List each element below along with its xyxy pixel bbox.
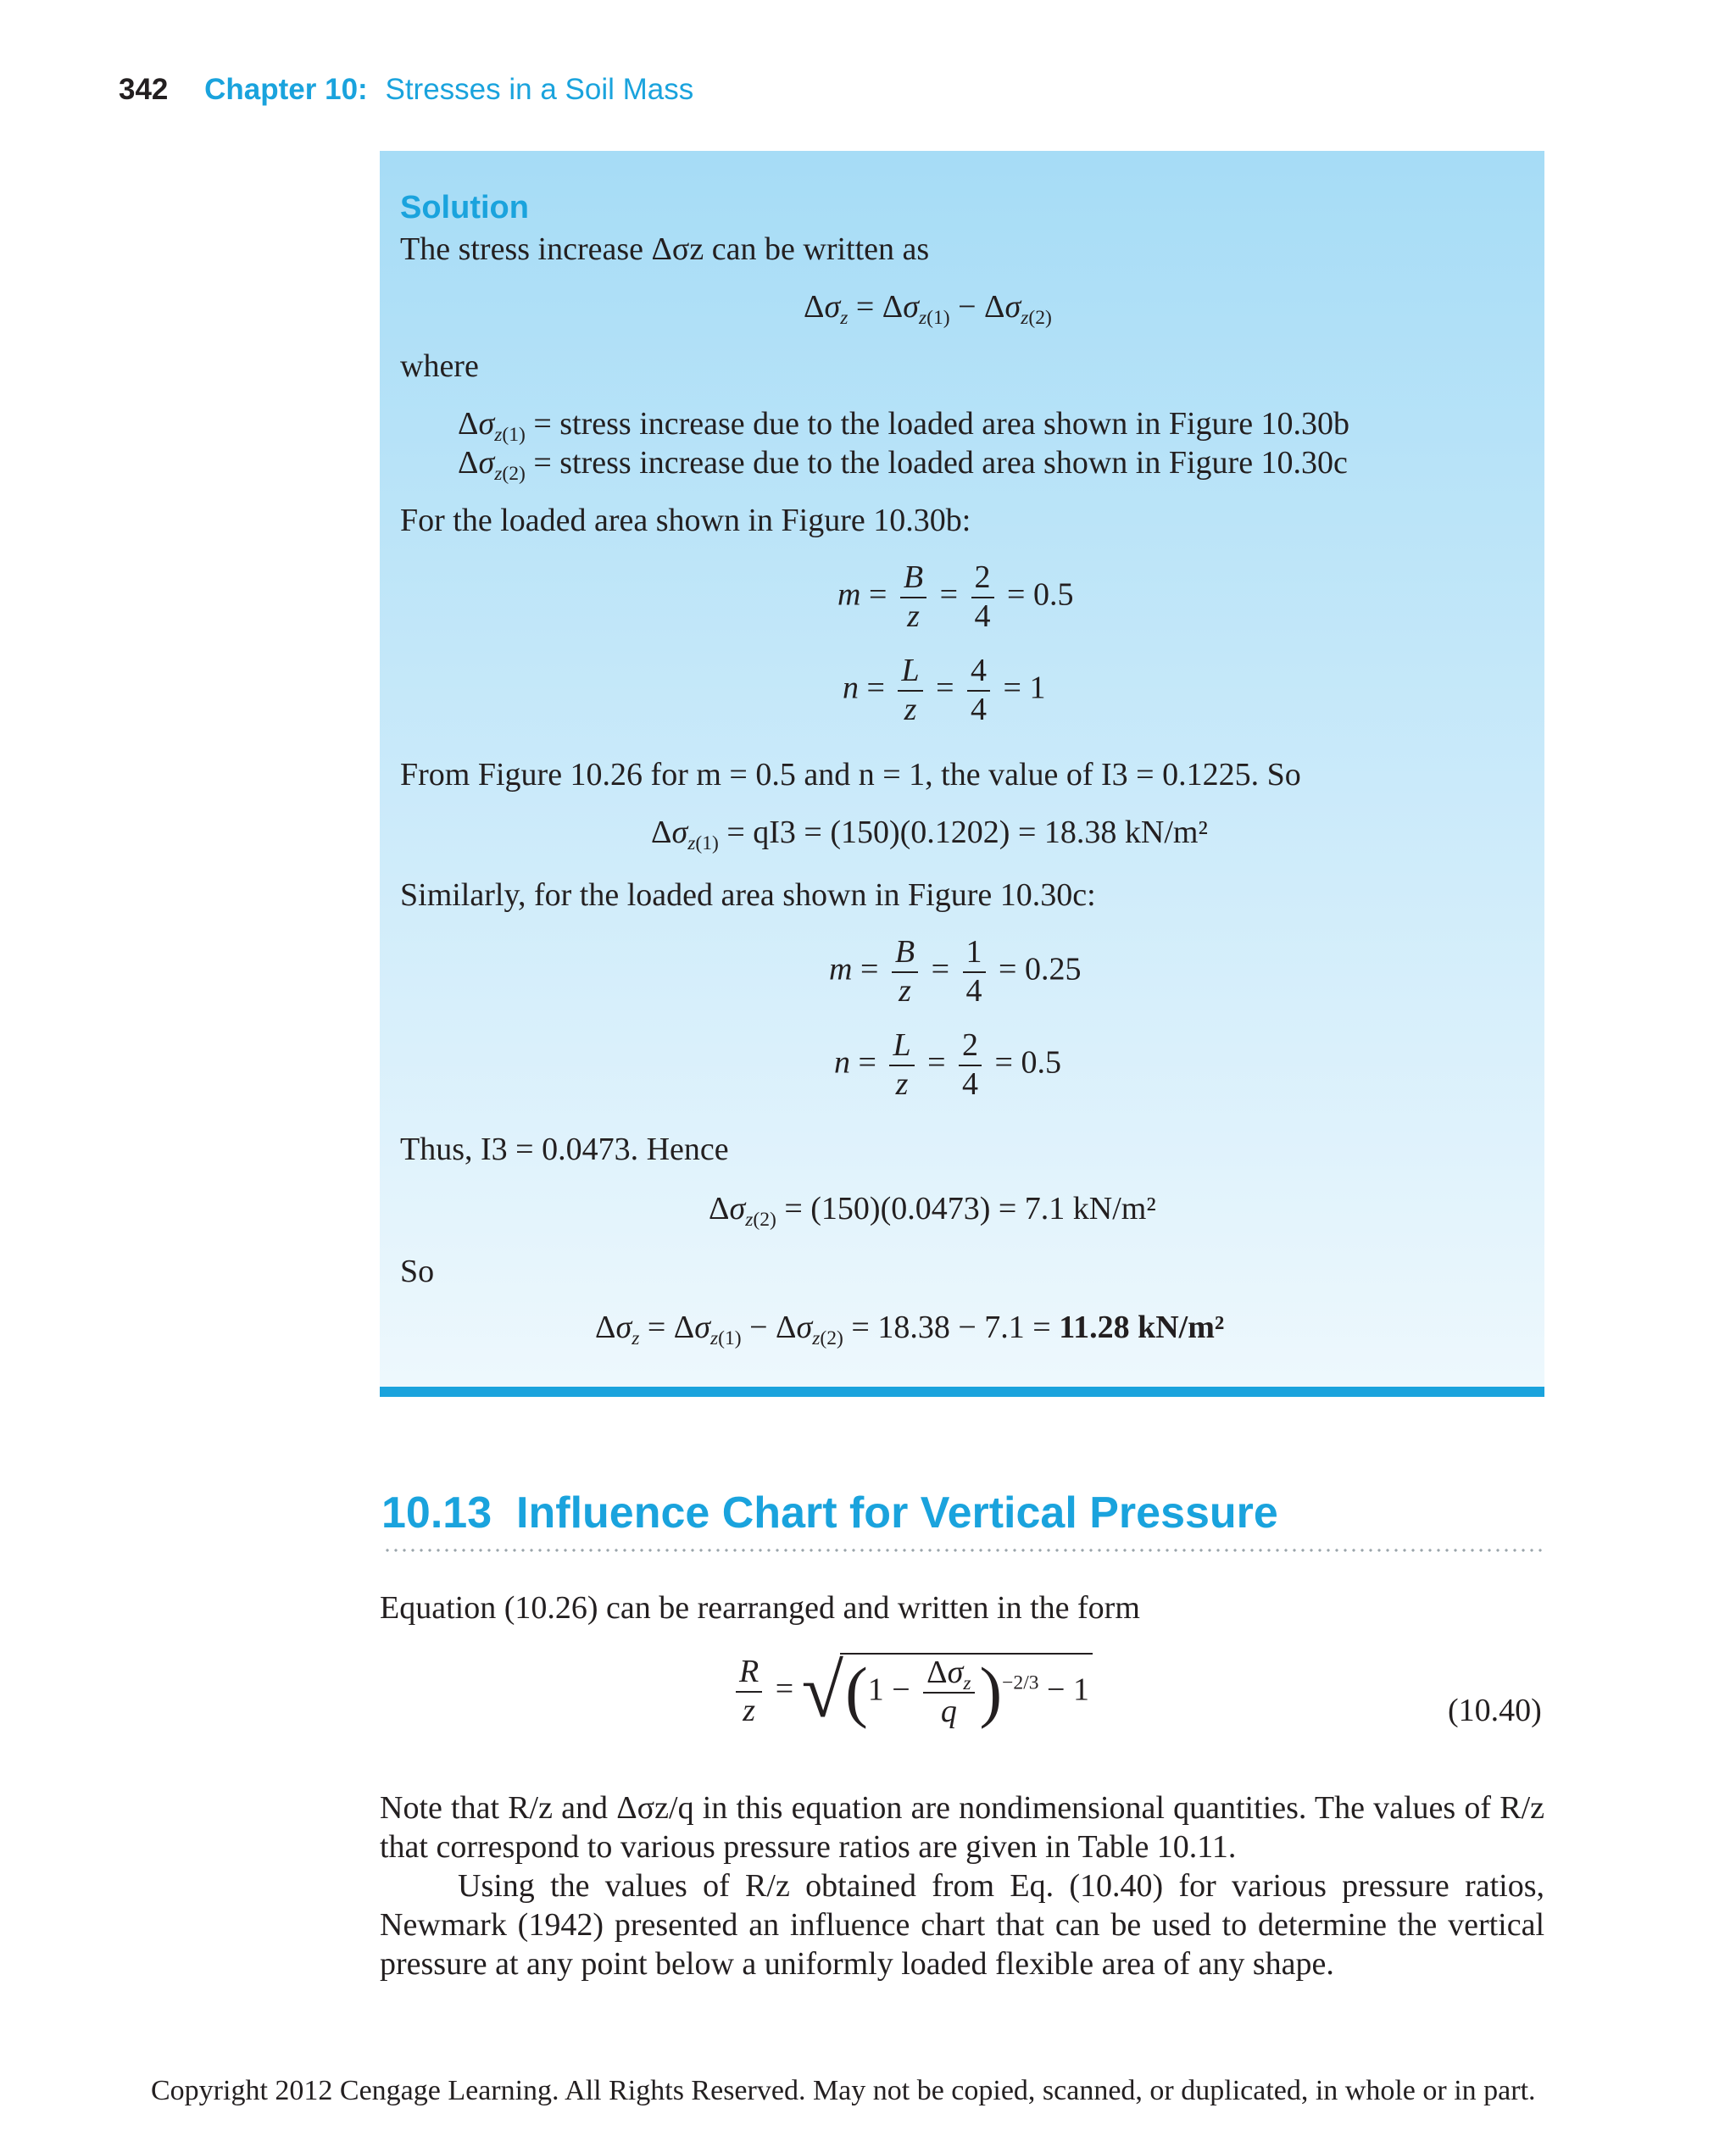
equation-final-mid: = 18.38 − 7.1 = xyxy=(851,1310,1051,1345)
where-label: where xyxy=(400,348,479,384)
definition-sigma2: $\Delta\sigma_{z(2)}$ = stress increase due to the loaded area shown in Figure 10.30c xyxy=(458,445,1348,486)
n1-den-b: 4 xyxy=(971,691,988,727)
equation-sigma2: $\Delta\sigma_{z(2)} = (150)(0.0473) = 7.1$ kN/m² xyxy=(709,1191,1156,1232)
n2-num-a: L xyxy=(889,1027,914,1066)
equation-n2: n = $\frac{L}{z}$ = $\frac{2}{4}$ = 0.5 xyxy=(834,1027,1061,1102)
m1-den-a: z xyxy=(907,598,920,634)
paragraph-intro-equation: Equation (10.26) can be rearranged and written in the form xyxy=(380,1590,1140,1626)
n2-num-b: 2 xyxy=(959,1027,982,1066)
solution-intro-text: The stress increase Δσz can be written as xyxy=(400,231,930,267)
n1-num-b: 4 xyxy=(967,653,990,692)
m1-num-b: 2 xyxy=(971,559,994,598)
similarly-line: Similarly, for the loaded area shown in Figure 10.30c: xyxy=(400,877,1096,913)
thus-line: Thus, I3 = 0.0473. Hence xyxy=(400,1132,729,1167)
paragraph-newmark: Using the values of R/z obtained from Eq. (10.40) for various pressure ratios, Newmark (1942) presented an influence chart that can be used to determine the vertical pressure at any point below a uniformly loaded flexible area of any shape. xyxy=(380,1868,1544,1982)
page-number: 342 xyxy=(119,73,169,106)
n1-num-a: L xyxy=(898,653,922,692)
section-title: Influence Chart for Vertical Pressure xyxy=(516,1488,1278,1538)
running-head xyxy=(119,73,693,107)
m2-num-b: 1 xyxy=(963,934,986,973)
m1-result: = 0.5 xyxy=(1007,576,1074,613)
section-number: 10.13 xyxy=(381,1488,492,1538)
m2-den-a: z xyxy=(899,972,911,1009)
chapter-label: Chapter 10: xyxy=(204,73,368,106)
for-loaded-area-b: For the loaded area shown in Figure 10.30b: xyxy=(400,503,971,538)
solution-heading: Solution xyxy=(400,190,529,225)
equation-n1: n = $\frac{L}{z}$ = $\frac{4}{4}$ = 1 xyxy=(843,653,1046,727)
equation-sigma2-rhs: = (150)(0.0473) = 7.1 kN/m² xyxy=(784,1191,1156,1226)
n2-den-b: 4 xyxy=(962,1065,979,1102)
definition-sigma2-text: = stress increase due to the loaded area shown in Figure 10.30c xyxy=(533,445,1348,481)
section-heading xyxy=(381,1488,1278,1538)
copyright-notice: Copyright 2012 Cengage Learning. All Rights Reserved. May not be copied, scanned, or duplicated, in whole or in part. xyxy=(151,2075,1536,2106)
n1-result: = 1 xyxy=(1003,670,1046,706)
equation-sigma1: $\Delta\sigma_{z(1)} = qI3 = (150)(0.1202) = 18.38$ kN/m² xyxy=(651,815,1208,855)
from-figure-line: From Figure 10.26 for m = 0.5 and n = 1, the value of I3 = 0.1225. So xyxy=(400,757,1301,793)
solution-intro xyxy=(400,231,929,268)
n1-den-a: z xyxy=(904,691,917,727)
n2-result: = 0.5 xyxy=(994,1044,1061,1081)
equation-final-result: 11.28 kN/m² xyxy=(1059,1310,1225,1345)
n2-den-a: z xyxy=(895,1065,909,1102)
definition-sigma1: $\Delta\sigma_{z(1)}$ = stress increase due to the loaded area shown in Figure 10.30b xyxy=(458,406,1350,447)
m2-den-b: 4 xyxy=(965,972,982,1009)
equation-delta-sigma-z: $\Delta\sigma_z = \Delta\sigma_{z(1)} - \Delta\sigma_{z(2)}$ xyxy=(804,289,1052,330)
equation-final: $\Delta\sigma_z = \Delta\sigma_{z(1)} - \Delta\sigma_{z(2)} = 18.38 - 7.1 = 11.28$ kN/m² xyxy=(595,1310,1225,1350)
m2-num-a: B xyxy=(892,934,918,973)
section-dotted-rule xyxy=(383,1548,1544,1553)
equation-number: (10.40) xyxy=(1448,1693,1542,1728)
m1-den-b: 4 xyxy=(974,598,991,634)
solution-bottom-rule xyxy=(380,1387,1544,1397)
chapter-title: Stresses in a Soil Mass xyxy=(385,73,694,106)
m2-result: = 0.25 xyxy=(999,951,1082,987)
so-label: So xyxy=(400,1254,435,1289)
m1-num-a: B xyxy=(900,559,926,598)
equation-m2: m = $\frac{B}{z}$ = $\frac{1}{4}$ = 0.25 xyxy=(829,934,1082,1009)
equation-m1: m = $\frac{B}{z}$ = $\frac{2}{4}$ = 0.5 xyxy=(837,559,1074,634)
definition-sigma1-text: = stress increase due to the loaded area shown in Figure 10.30b xyxy=(533,406,1350,442)
equation-10-40: $\frac{R}{z}$ = √(1 − $\frac{\Delta\sigma_z}{q}$ )$^{-2/3}$ − 1 xyxy=(731,1653,1093,1730)
equation-sigma1-rhs: = qI3 = (150)(0.1202) = 18.38 kN/m² xyxy=(726,815,1208,850)
paragraph-nondimensional: Note that R/z and Δσz/q in this equation are nondimensional quantities. The values of R/z that correspond to various pressure ratios are given in Table 10.11. xyxy=(380,1790,1544,1865)
